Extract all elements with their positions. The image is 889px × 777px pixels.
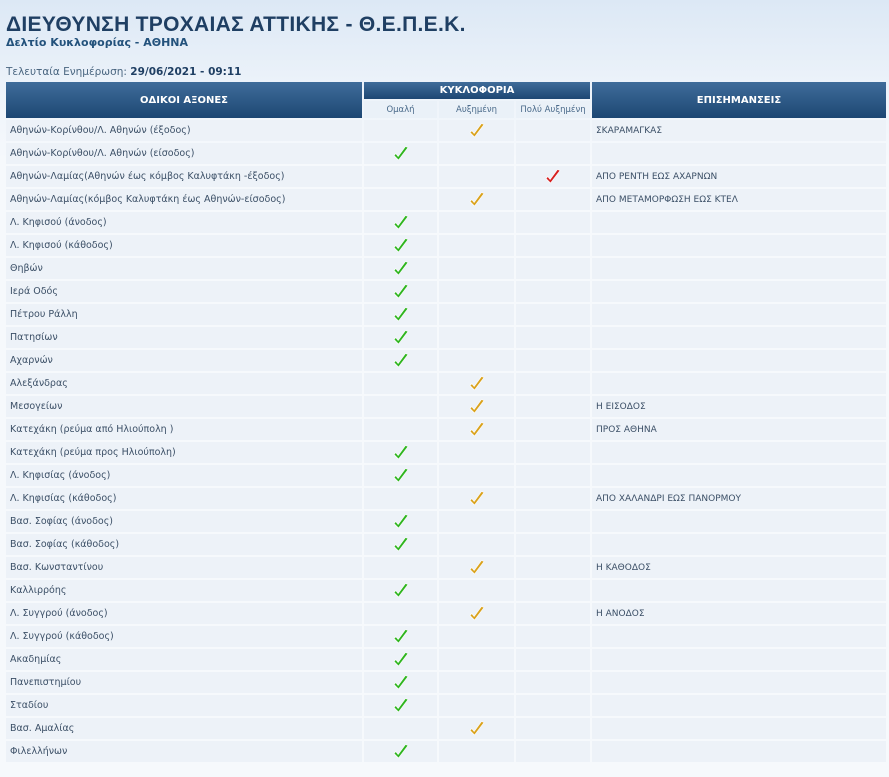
status-cell-normal [364, 373, 437, 394]
status-cell-normal [364, 304, 437, 325]
status-cell-increased [439, 327, 514, 348]
status-cell-very [516, 419, 590, 440]
status-cell-normal [364, 281, 437, 302]
status-cell-very [516, 465, 590, 486]
check-icon [392, 582, 410, 599]
road-name: Αθηνών-Κορίνθου/Λ. Αθηνών (έξοδος) [6, 120, 362, 141]
status-cell-normal [364, 603, 437, 624]
road-name: Πατησίων [6, 327, 362, 348]
note-text: ΑΠΟ ΡΕΝΤΗ ΕΩΣ ΑΧΑΡΝΩΝ [592, 166, 886, 187]
status-cell-very [516, 672, 590, 693]
note-text [592, 235, 886, 256]
table-row [6, 373, 886, 394]
status-cell-very [516, 235, 590, 256]
status-cell-increased [439, 396, 514, 417]
page-header [0, 0, 889, 62]
header-very-increased: Πολύ Αυξημένη [516, 101, 590, 118]
table-row [6, 235, 886, 256]
table-row [6, 695, 886, 716]
note-text [592, 442, 886, 463]
status-cell-very [516, 166, 590, 187]
last-updated-label: Τελευταία Ενημέρωση: [6, 66, 127, 78]
road-name: Λ. Κηφισού (άνοδος) [6, 212, 362, 233]
status-cell-very [516, 350, 590, 371]
status-cell-normal [364, 534, 437, 555]
status-cell-increased [439, 465, 514, 486]
road-name: Αθηνών-Λαμίας(κόμβος Καλυφτάκη έως Αθηνών-είσοδος) [6, 189, 362, 210]
status-cell-normal [364, 396, 437, 417]
note-text [592, 304, 886, 325]
note-text [592, 580, 886, 601]
status-cell-increased [439, 235, 514, 256]
status-cell-normal [364, 120, 437, 141]
traffic-table [4, 80, 888, 764]
status-cell-increased [439, 281, 514, 302]
road-name: Βασ. Σοφίας (κάθοδος) [6, 534, 362, 555]
status-cell-normal [364, 350, 437, 371]
status-cell-very [516, 649, 590, 670]
road-name: Βασ. Σοφίας (άνοδος) [6, 511, 362, 532]
status-cell-normal [364, 465, 437, 486]
road-name: Αθηνών-Λαμίας(Αθηνών έως κόμβος Καλυφτάκη -έξοδος) [6, 166, 362, 187]
status-cell-increased [439, 442, 514, 463]
status-cell-increased [439, 419, 514, 440]
status-cell-very [516, 580, 590, 601]
status-cell-increased [439, 534, 514, 555]
status-cell-normal [364, 189, 437, 210]
check-icon [392, 467, 410, 484]
check-icon [392, 628, 410, 645]
check-icon [392, 651, 410, 668]
check-icon [544, 168, 562, 185]
status-cell-normal [364, 235, 437, 256]
note-text [592, 672, 886, 693]
status-cell-very [516, 212, 590, 233]
table-row [6, 465, 886, 486]
status-cell-very [516, 557, 590, 578]
status-cell-increased [439, 626, 514, 647]
check-icon [468, 605, 486, 622]
check-icon [468, 122, 486, 139]
note-text [592, 718, 886, 739]
table-row [6, 258, 886, 279]
table-row [6, 419, 886, 440]
table-row [6, 718, 886, 739]
last-updated-value: 29/06/2021 - 09:11 [130, 66, 242, 78]
header-roads: ΟΔΙΚΟΙ ΑΞΟΝΕΣ [6, 82, 362, 118]
table-row [6, 350, 886, 371]
status-cell-very [516, 258, 590, 279]
status-cell-normal [364, 626, 437, 647]
status-cell-very [516, 189, 590, 210]
status-cell-very [516, 327, 590, 348]
last-updated [0, 64, 889, 80]
status-cell-very [516, 626, 590, 647]
table-row [6, 281, 886, 302]
table-row [6, 212, 886, 233]
status-cell-increased [439, 350, 514, 371]
status-cell-normal [364, 143, 437, 164]
road-name: Πανεπιστημίου [6, 672, 362, 693]
page-title: ΔΙΕΥΘΥΝΣΗ ΤΡΟΧΑΙΑΣ ΑΤΤΙΚΗΣ - Θ.Ε.Π.Ε.Κ. [6, 13, 466, 36]
road-name: Λ. Κηφισίας (κάθοδος) [6, 488, 362, 509]
table-row [6, 396, 886, 417]
table-row [6, 534, 886, 555]
note-text [592, 373, 886, 394]
road-name: Μεσογείων [6, 396, 362, 417]
check-icon [392, 260, 410, 277]
table-row [6, 580, 886, 601]
table-row [6, 189, 886, 210]
note-text: ΑΠΟ ΜΕΤΑΜΟΡΦΩΣΗ ΕΩΣ ΚΤΕΛ [592, 189, 886, 210]
status-cell-very [516, 304, 590, 325]
header-normal: Ομαλή [364, 101, 437, 118]
table-row [6, 166, 886, 187]
check-icon [468, 720, 486, 737]
note-text [592, 465, 886, 486]
status-cell-very [516, 534, 590, 555]
check-icon [468, 398, 486, 415]
road-name: Πέτρου Ράλλη [6, 304, 362, 325]
status-cell-normal [364, 212, 437, 233]
road-name: Καλλιρρόης [6, 580, 362, 601]
header-increased: Αυξημένη [439, 101, 514, 118]
road-name: Αχαρνών [6, 350, 362, 371]
status-cell-normal [364, 672, 437, 693]
status-cell-increased [439, 143, 514, 164]
status-cell-increased [439, 649, 514, 670]
note-text [592, 741, 886, 762]
note-text [592, 695, 886, 716]
status-cell-normal [364, 488, 437, 509]
check-icon [392, 674, 410, 691]
table-row [6, 304, 886, 325]
status-cell-normal [364, 580, 437, 601]
status-cell-increased [439, 212, 514, 233]
status-cell-normal [364, 442, 437, 463]
note-text [592, 143, 886, 164]
status-cell-normal [364, 511, 437, 532]
road-name: Λ. Κηφισού (κάθοδος) [6, 235, 362, 256]
status-cell-very [516, 143, 590, 164]
check-icon [392, 306, 410, 323]
check-icon [468, 191, 486, 208]
status-cell-very [516, 695, 590, 716]
table-row [6, 741, 886, 762]
status-cell-increased [439, 166, 514, 187]
road-name: Κατεχάκη (ρεύμα από Ηλιούπολη ) [6, 419, 362, 440]
check-icon [392, 444, 410, 461]
table-row [6, 603, 886, 624]
road-name: Σταδίου [6, 695, 362, 716]
check-icon [468, 421, 486, 438]
status-cell-normal [364, 419, 437, 440]
status-cell-very [516, 488, 590, 509]
road-name: Βασ. Αμαλίας [6, 718, 362, 739]
status-cell-increased [439, 718, 514, 739]
status-cell-normal [364, 741, 437, 762]
note-text [592, 350, 886, 371]
table-row [6, 442, 886, 463]
check-icon [392, 352, 410, 369]
road-name: Λ. Συγγρού (κάθοδος) [6, 626, 362, 647]
note-text [592, 511, 886, 532]
road-name: Λ. Συγγρού (άνοδος) [6, 603, 362, 624]
status-cell-normal [364, 327, 437, 348]
note-text [592, 281, 886, 302]
note-text [592, 327, 886, 348]
status-cell-normal [364, 695, 437, 716]
note-text: Η ΑΝΟΔΟΣ [592, 603, 886, 624]
road-name: Κατεχάκη (ρεύμα προς Ηλιούπολη) [6, 442, 362, 463]
check-icon [392, 283, 410, 300]
status-cell-very [516, 442, 590, 463]
status-cell-increased [439, 373, 514, 394]
check-icon [468, 375, 486, 392]
road-name: Αλεξάνδρας [6, 373, 362, 394]
check-icon [392, 743, 410, 760]
status-cell-normal [364, 649, 437, 670]
table-row [6, 143, 886, 164]
status-cell-very [516, 718, 590, 739]
status-cell-very [516, 396, 590, 417]
status-cell-very [516, 511, 590, 532]
status-cell-increased [439, 603, 514, 624]
status-cell-normal [364, 166, 437, 187]
note-text [592, 258, 886, 279]
check-icon [392, 697, 410, 714]
status-cell-increased [439, 580, 514, 601]
status-cell-normal [364, 258, 437, 279]
status-cell-increased [439, 695, 514, 716]
status-cell-normal [364, 557, 437, 578]
note-text [592, 626, 886, 647]
status-cell-increased [439, 557, 514, 578]
road-name: Φιλελλήνων [6, 741, 362, 762]
check-icon [392, 536, 410, 553]
status-cell-increased [439, 511, 514, 532]
status-cell-very [516, 120, 590, 141]
note-text: Η ΕΙΣΟΔΟΣ [592, 396, 886, 417]
header-notes: ΕΠΙΣΗΜΑΝΣΕΙΣ [592, 82, 886, 118]
table-row [6, 557, 886, 578]
note-text: ΠΡΟΣ ΑΘΗΝΑ [592, 419, 886, 440]
table-row [6, 511, 886, 532]
check-icon [468, 490, 486, 507]
status-cell-normal [364, 718, 437, 739]
note-text [592, 212, 886, 233]
check-icon [392, 513, 410, 530]
status-cell-increased [439, 120, 514, 141]
status-cell-very [516, 741, 590, 762]
check-icon [468, 559, 486, 576]
road-name: Βασ. Κωνσταντίνου [6, 557, 362, 578]
status-cell-increased [439, 304, 514, 325]
status-cell-very [516, 603, 590, 624]
page-subtitle: Δελτίο Κυκλοφορίας - ΑΘΗΝΑ [6, 36, 188, 49]
status-cell-increased [439, 488, 514, 509]
table-row [6, 327, 886, 348]
note-text: ΑΠΟ ΧΑΛΑΝΔΡΙ ΕΩΣ ΠΑΝΟΡΜΟΥ [592, 488, 886, 509]
table-row [6, 649, 886, 670]
note-text [592, 534, 886, 555]
check-icon [392, 329, 410, 346]
road-name: Ακαδημίας [6, 649, 362, 670]
table-row [6, 488, 886, 509]
note-text [592, 649, 886, 670]
road-name: Ιερά Οδός [6, 281, 362, 302]
check-icon [392, 214, 410, 231]
check-icon [392, 145, 410, 162]
table-row [6, 672, 886, 693]
note-text: ΣΚΑΡΑΜΑΓΚΑΣ [592, 120, 886, 141]
status-cell-increased [439, 189, 514, 210]
note-text: Η ΚΑΘΟΔΟΣ [592, 557, 886, 578]
road-name: Θηβών [6, 258, 362, 279]
table-row [6, 120, 886, 141]
table-row [6, 626, 886, 647]
status-cell-very [516, 373, 590, 394]
check-icon [392, 237, 410, 254]
status-cell-very [516, 281, 590, 302]
status-cell-increased [439, 258, 514, 279]
status-cell-increased [439, 672, 514, 693]
road-name: Λ. Κηφισίας (άνοδος) [6, 465, 362, 486]
road-name: Αθηνών-Κορίνθου/Λ. Αθηνών (είσοδος) [6, 143, 362, 164]
status-cell-increased [439, 741, 514, 762]
header-traffic: ΚΥΚΛΟΦΟΡΙΑ [364, 82, 590, 99]
